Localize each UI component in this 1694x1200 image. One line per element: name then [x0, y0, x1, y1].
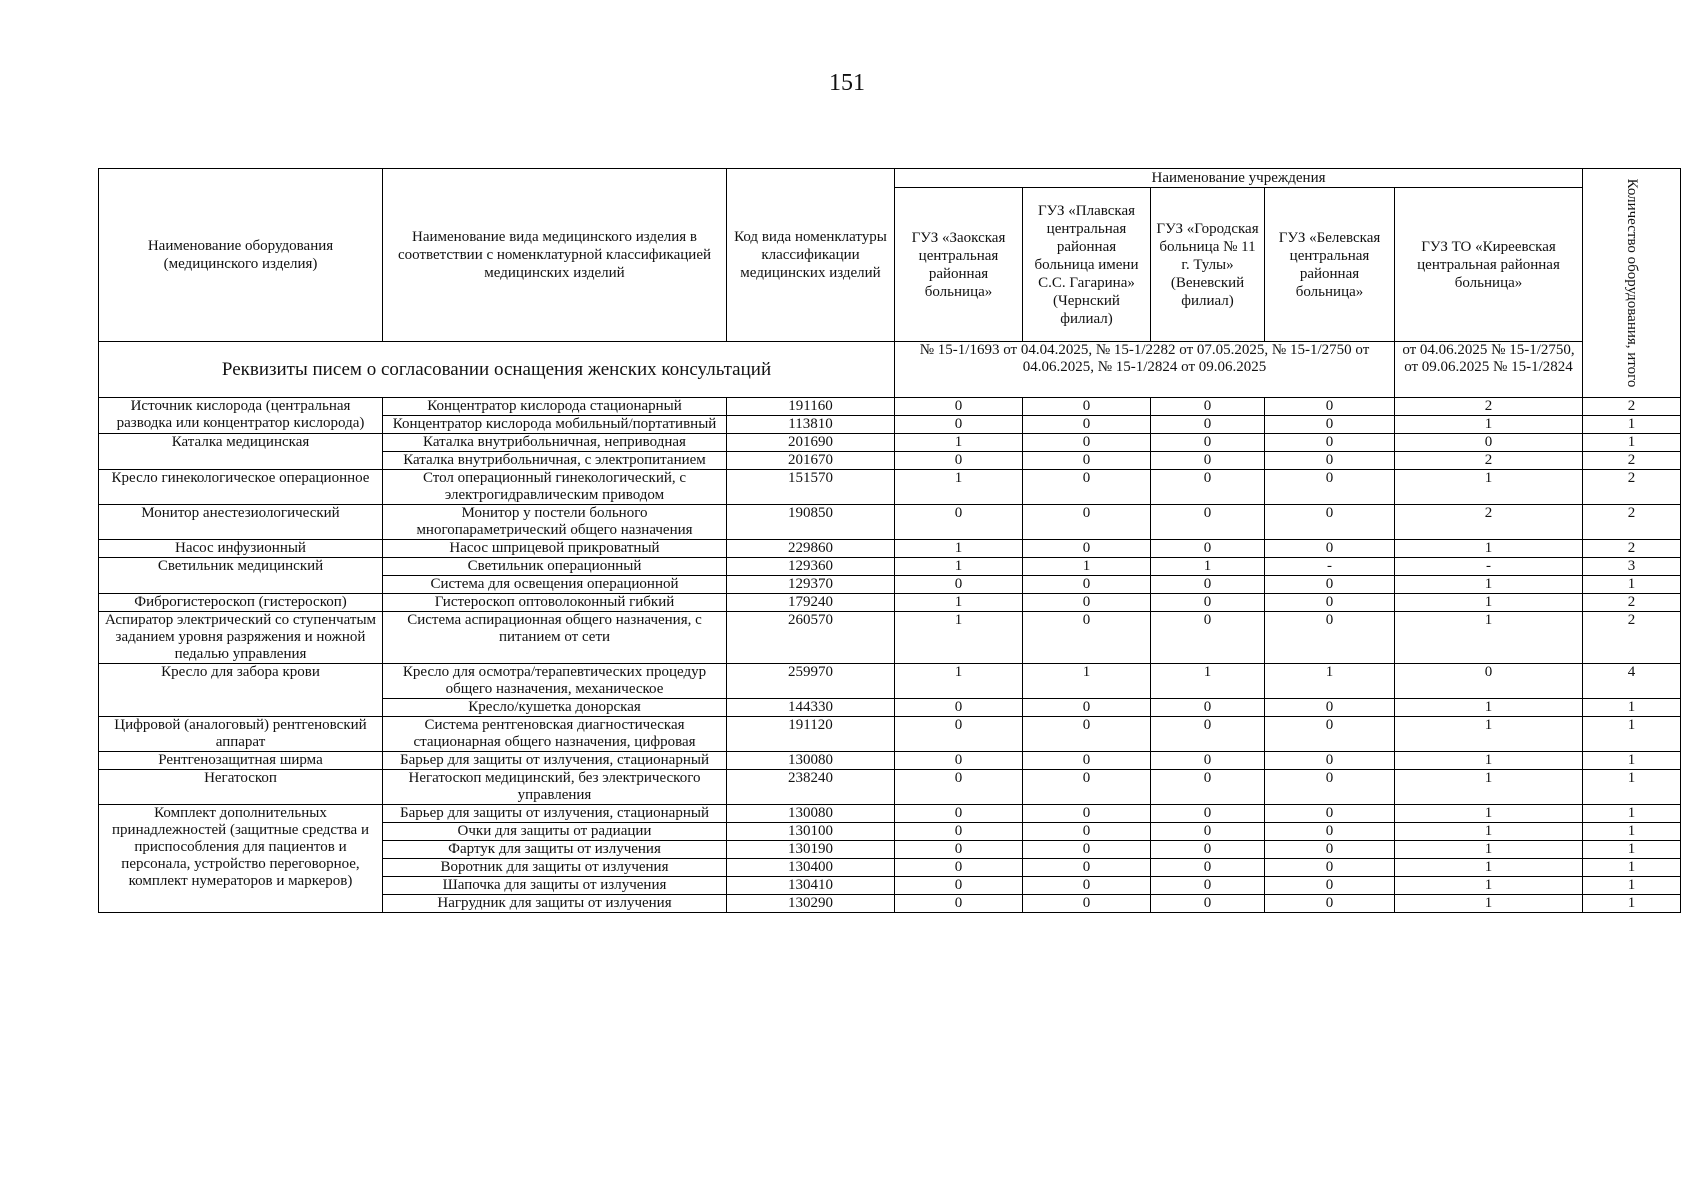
institution-1-value-cell: 0 — [895, 699, 1023, 717]
code-cell: 129360 — [727, 558, 895, 576]
institution-5-value-cell: 1 — [1395, 752, 1583, 770]
institution-2-value-cell: 0 — [1023, 859, 1151, 877]
institution-5-value-cell: 1 — [1395, 612, 1583, 664]
header-code: Код вида номенклатуры классификации медицинских изделий — [727, 169, 895, 342]
institution-3-value-cell: 1 — [1151, 558, 1265, 576]
institution-2-value-cell: 0 — [1023, 752, 1151, 770]
institution-4-value-cell: 0 — [1265, 823, 1395, 841]
institution-5-value-cell: - — [1395, 558, 1583, 576]
total-cell: 2 — [1583, 452, 1681, 470]
device-type-cell: Очки для защиты от радиации — [383, 823, 727, 841]
total-cell: 1 — [1583, 841, 1681, 859]
institution-1-value-cell: 0 — [895, 717, 1023, 752]
institution-1-value-cell: 0 — [895, 452, 1023, 470]
total-cell: 2 — [1583, 612, 1681, 664]
institution-4-value-cell: 0 — [1265, 540, 1395, 558]
institution-2-value-cell: 0 — [1023, 612, 1151, 664]
institution-5-value-cell: 1 — [1395, 576, 1583, 594]
requisites-letters-1-4: № 15-1/1693 от 04.04.2025, № 15-1/2282 от 07.05.2025, № 15-1/2750 от 04.06.2025, № 15-1/2824 от 09.06.2025 — [895, 342, 1395, 398]
institution-5-value-cell: 2 — [1395, 398, 1583, 416]
institution-1-value-cell: 0 — [895, 752, 1023, 770]
institution-1-value-cell: 1 — [895, 664, 1023, 699]
institution-5-value-cell: 1 — [1395, 859, 1583, 877]
code-cell: 130080 — [727, 752, 895, 770]
institution-4-value-cell: 0 — [1265, 452, 1395, 470]
institution-1-value-cell: 0 — [895, 859, 1023, 877]
institution-5-value-cell: 0 — [1395, 434, 1583, 452]
total-cell: 2 — [1583, 470, 1681, 505]
table-row — [99, 770, 1681, 805]
institution-4-value-cell: 0 — [1265, 841, 1395, 859]
header-institution-3: ГУЗ «Городская больница № 11 г. Тулы» (Веневский филиал) — [1151, 188, 1265, 342]
institution-2-value-cell: 0 — [1023, 823, 1151, 841]
device-type-cell: Каталка внутрибольничная, неприводная — [383, 434, 727, 452]
table-row — [99, 470, 1681, 505]
institution-4-value-cell: 0 — [1265, 805, 1395, 823]
institution-3-value-cell: 0 — [1151, 540, 1265, 558]
institution-2-value-cell: 0 — [1023, 699, 1151, 717]
institution-5-value-cell: 1 — [1395, 540, 1583, 558]
institution-5-value-cell: 2 — [1395, 505, 1583, 540]
device-type-cell: Кресло для осмотра/терапевтических процедур общего назначения, механическое — [383, 664, 727, 699]
institution-5-value-cell: 0 — [1395, 664, 1583, 699]
total-cell: 1 — [1583, 752, 1681, 770]
requisites-letters-5: от 04.06.2025 № 15-1/2750, от 09.06.2025 № 15-1/2824 — [1395, 342, 1583, 398]
institution-1-value-cell: 0 — [895, 877, 1023, 895]
institution-4-value-cell: 0 — [1265, 434, 1395, 452]
total-cell: 1 — [1583, 859, 1681, 877]
institution-3-value-cell: 0 — [1151, 398, 1265, 416]
equipment-name-cell: Кресло гинекологическое операционное — [99, 470, 383, 505]
institution-2-value-cell: 0 — [1023, 576, 1151, 594]
device-type-cell: Монитор у постели больного многопараметрический общего назначения — [383, 505, 727, 540]
device-type-cell: Нагрудник для защиты от излучения — [383, 895, 727, 913]
total-cell: 2 — [1583, 540, 1681, 558]
institution-5-value-cell: 1 — [1395, 895, 1583, 913]
total-cell: 4 — [1583, 664, 1681, 699]
code-cell: 201690 — [727, 434, 895, 452]
institution-4-value-cell: 0 — [1265, 877, 1395, 895]
total-cell: 3 — [1583, 558, 1681, 576]
equipment-name-cell: Негатоскоп — [99, 770, 383, 805]
code-cell: 130190 — [727, 841, 895, 859]
institution-5-value-cell: 1 — [1395, 770, 1583, 805]
institution-3-value-cell: 0 — [1151, 859, 1265, 877]
institution-1-value-cell: 0 — [895, 770, 1023, 805]
institution-2-value-cell: 0 — [1023, 770, 1151, 805]
institution-1-value-cell: 0 — [895, 398, 1023, 416]
device-type-cell: Фартук для защиты от излучения — [383, 841, 727, 859]
institution-3-value-cell: 0 — [1151, 770, 1265, 805]
institution-4-value-cell: 0 — [1265, 576, 1395, 594]
table-row — [99, 717, 1681, 752]
equipment-name-cell: Насос инфузионный — [99, 540, 383, 558]
institution-3-value-cell: 0 — [1151, 805, 1265, 823]
header-institution-1: ГУЗ «Заокская центральная районная больница» — [895, 188, 1023, 342]
table-row — [99, 612, 1681, 664]
institution-5-value-cell: 1 — [1395, 877, 1583, 895]
institution-2-value-cell: 0 — [1023, 416, 1151, 434]
institution-3-value-cell: 0 — [1151, 452, 1265, 470]
institution-2-value-cell: 0 — [1023, 594, 1151, 612]
code-cell: 151570 — [727, 470, 895, 505]
institution-1-value-cell: 1 — [895, 558, 1023, 576]
device-type-cell: Барьер для защиты от излучения, стационарный — [383, 805, 727, 823]
total-cell: 1 — [1583, 895, 1681, 913]
header-total — [1583, 169, 1681, 398]
header-institution-5: ГУЗ ТО «Киреевская центральная районная больница» — [1395, 188, 1583, 342]
code-cell: 130100 — [727, 823, 895, 841]
institution-3-value-cell: 0 — [1151, 594, 1265, 612]
total-cell: 1 — [1583, 576, 1681, 594]
device-type-cell: Насос шприцевой прикроватный — [383, 540, 727, 558]
equipment-name-cell: Монитор анестезиологический — [99, 505, 383, 540]
institution-4-value-cell: 0 — [1265, 859, 1395, 877]
institution-4-value-cell: 0 — [1265, 398, 1395, 416]
institution-3-value-cell: 0 — [1151, 699, 1265, 717]
total-cell: 2 — [1583, 398, 1681, 416]
institution-3-value-cell: 0 — [1151, 895, 1265, 913]
institution-4-value-cell: - — [1265, 558, 1395, 576]
institution-2-value-cell: 0 — [1023, 398, 1151, 416]
code-cell: 191160 — [727, 398, 895, 416]
total-cell: 1 — [1583, 434, 1681, 452]
total-cell: 2 — [1583, 594, 1681, 612]
device-type-cell: Концентратор кислорода мобильный/портативный — [383, 416, 727, 434]
header-institution-4: ГУЗ «Белевская центральная районная больница» — [1265, 188, 1395, 342]
device-type-cell: Воротник для защиты от излучения — [383, 859, 727, 877]
institution-2-value-cell: 0 — [1023, 717, 1151, 752]
code-cell: 113810 — [727, 416, 895, 434]
institution-4-value-cell: 0 — [1265, 505, 1395, 540]
institution-3-value-cell: 0 — [1151, 752, 1265, 770]
institution-4-value-cell: 0 — [1265, 594, 1395, 612]
institution-4-value-cell: 0 — [1265, 770, 1395, 805]
institution-3-value-cell: 0 — [1151, 841, 1265, 859]
header-device-type: Наименование вида медицинского изделия в соответствии с номенклатурной классификацией медицинских изделий — [383, 169, 727, 342]
table-row — [99, 540, 1681, 558]
institution-3-value-cell: 0 — [1151, 612, 1265, 664]
institution-2-value-cell: 0 — [1023, 540, 1151, 558]
device-type-cell: Гистероскоп оптоволоконный гибкий — [383, 594, 727, 612]
institution-3-value-cell: 0 — [1151, 877, 1265, 895]
table-row — [99, 505, 1681, 540]
total-cell: 2 — [1583, 505, 1681, 540]
institution-4-value-cell: 0 — [1265, 416, 1395, 434]
institution-5-value-cell: 1 — [1395, 805, 1583, 823]
institution-3-value-cell: 0 — [1151, 717, 1265, 752]
code-cell: 260570 — [727, 612, 895, 664]
header-institution-2: ГУЗ «Плавская центральная районная больница имени С.С. Гагарина» (Чернский филиал) — [1023, 188, 1151, 342]
header-total-label: Количество оборудования, итого — [1623, 178, 1640, 388]
institution-1-value-cell: 0 — [895, 416, 1023, 434]
code-cell: 130400 — [727, 859, 895, 877]
device-type-cell: Светильник операционный — [383, 558, 727, 576]
institution-4-value-cell: 0 — [1265, 470, 1395, 505]
institution-5-value-cell: 1 — [1395, 717, 1583, 752]
table-row — [99, 752, 1681, 770]
device-type-cell: Концентратор кислорода стационарный — [383, 398, 727, 416]
institution-5-value-cell: 1 — [1395, 416, 1583, 434]
total-cell: 1 — [1583, 823, 1681, 841]
institution-3-value-cell: 0 — [1151, 434, 1265, 452]
institution-2-value-cell: 0 — [1023, 895, 1151, 913]
equipment-name-cell: Комплект дополнительных принадлежностей (защитные средства и приспособления для пациентов и персонала, устройство переговорное, комплект нумераторов и маркеров) — [99, 805, 383, 913]
institution-4-value-cell: 0 — [1265, 752, 1395, 770]
institution-4-value-cell: 0 — [1265, 717, 1395, 752]
institution-2-value-cell: 0 — [1023, 470, 1151, 505]
table-body — [99, 398, 1681, 913]
header-institutions-group: Наименование учреждения — [895, 169, 1583, 188]
table-row — [99, 398, 1681, 416]
institution-2-value-cell: 1 — [1023, 664, 1151, 699]
institution-4-value-cell: 0 — [1265, 612, 1395, 664]
page-number: 151 — [829, 70, 865, 96]
equipment-name-cell: Аспиратор электрический со ступенчатым заданием уровня разряжения и ножной педалью управления — [99, 612, 383, 664]
table-row — [99, 805, 1681, 823]
equipment-name-cell: Цифровой (аналоговый) рентгеновский аппарат — [99, 717, 383, 752]
institution-3-value-cell: 0 — [1151, 505, 1265, 540]
institution-4-value-cell: 0 — [1265, 699, 1395, 717]
code-cell: 130410 — [727, 877, 895, 895]
institution-2-value-cell: 0 — [1023, 505, 1151, 540]
institution-5-value-cell: 1 — [1395, 841, 1583, 859]
institution-2-value-cell: 1 — [1023, 558, 1151, 576]
institution-5-value-cell: 1 — [1395, 823, 1583, 841]
table-row — [99, 594, 1681, 612]
device-type-cell: Негатоскоп медицинский, без электрического управления — [383, 770, 727, 805]
code-cell: 190850 — [727, 505, 895, 540]
table-row — [99, 664, 1681, 699]
equipment-table — [98, 168, 1681, 913]
equipment-name-cell: Кресло для забора крови — [99, 664, 383, 717]
institution-1-value-cell: 0 — [895, 805, 1023, 823]
institution-5-value-cell: 1 — [1395, 470, 1583, 505]
equipment-name-cell: Фиброгистероскоп (гистероскоп) — [99, 594, 383, 612]
equipment-name-cell: Источник кислорода (центральная разводка или концентратор кислорода) — [99, 398, 383, 434]
code-cell: 238240 — [727, 770, 895, 805]
institution-1-value-cell: 1 — [895, 540, 1023, 558]
equipment-name-cell: Светильник медицинский — [99, 558, 383, 594]
institution-1-value-cell: 1 — [895, 470, 1023, 505]
header-equipment: Наименование оборудования (медицинского изделия) — [99, 169, 383, 342]
total-cell: 1 — [1583, 416, 1681, 434]
code-cell: 179240 — [727, 594, 895, 612]
total-cell: 1 — [1583, 717, 1681, 752]
device-type-cell: Система рентгеновская диагностическая стационарная общего назначения, цифровая — [383, 717, 727, 752]
device-type-cell: Барьер для защиты от излучения, стационарный — [383, 752, 727, 770]
device-type-cell: Система аспирационная общего назначения, с питанием от сети — [383, 612, 727, 664]
institution-3-value-cell: 0 — [1151, 416, 1265, 434]
institution-3-value-cell: 1 — [1151, 664, 1265, 699]
institution-1-value-cell: 1 — [895, 612, 1023, 664]
institution-5-value-cell: 2 — [1395, 452, 1583, 470]
code-cell: 229860 — [727, 540, 895, 558]
institution-1-value-cell: 0 — [895, 505, 1023, 540]
equipment-name-cell: Каталка медицинская — [99, 434, 383, 470]
institution-4-value-cell: 1 — [1265, 664, 1395, 699]
device-type-cell: Система для освещения операционной — [383, 576, 727, 594]
device-type-cell: Стол операционный гинекологический, с электрогидравлическим приводом — [383, 470, 727, 505]
total-cell: 1 — [1583, 699, 1681, 717]
institution-1-value-cell: 1 — [895, 434, 1023, 452]
total-cell: 1 — [1583, 805, 1681, 823]
code-cell: 130080 — [727, 805, 895, 823]
code-cell: 144330 — [727, 699, 895, 717]
institution-2-value-cell: 0 — [1023, 452, 1151, 470]
institution-1-value-cell: 0 — [895, 576, 1023, 594]
institution-5-value-cell: 1 — [1395, 699, 1583, 717]
institution-5-value-cell: 1 — [1395, 594, 1583, 612]
institution-2-value-cell: 0 — [1023, 434, 1151, 452]
institution-1-value-cell: 1 — [895, 594, 1023, 612]
device-type-cell: Кресло/кушетка донорская — [383, 699, 727, 717]
code-cell: 259970 — [727, 664, 895, 699]
code-cell: 130290 — [727, 895, 895, 913]
code-cell: 201670 — [727, 452, 895, 470]
requisites-title: Реквизиты писем о согласовании оснащения женских консультаций — [99, 342, 895, 398]
code-cell: 191120 — [727, 717, 895, 752]
total-cell: 1 — [1583, 770, 1681, 805]
institution-2-value-cell: 0 — [1023, 805, 1151, 823]
table-row — [99, 558, 1681, 576]
institution-4-value-cell: 0 — [1265, 895, 1395, 913]
institution-1-value-cell: 0 — [895, 841, 1023, 859]
device-type-cell: Шапочка для защиты от излучения — [383, 877, 727, 895]
institution-3-value-cell: 0 — [1151, 576, 1265, 594]
institution-3-value-cell: 0 — [1151, 470, 1265, 505]
institution-1-value-cell: 0 — [895, 895, 1023, 913]
institution-2-value-cell: 0 — [1023, 841, 1151, 859]
institution-1-value-cell: 0 — [895, 823, 1023, 841]
institution-2-value-cell: 0 — [1023, 877, 1151, 895]
equipment-name-cell: Рентгенозащитная ширма — [99, 752, 383, 770]
table-row — [99, 434, 1681, 452]
device-type-cell: Каталка внутрибольничная, с электропитанием — [383, 452, 727, 470]
code-cell: 129370 — [727, 576, 895, 594]
institution-3-value-cell: 0 — [1151, 823, 1265, 841]
total-cell: 1 — [1583, 877, 1681, 895]
